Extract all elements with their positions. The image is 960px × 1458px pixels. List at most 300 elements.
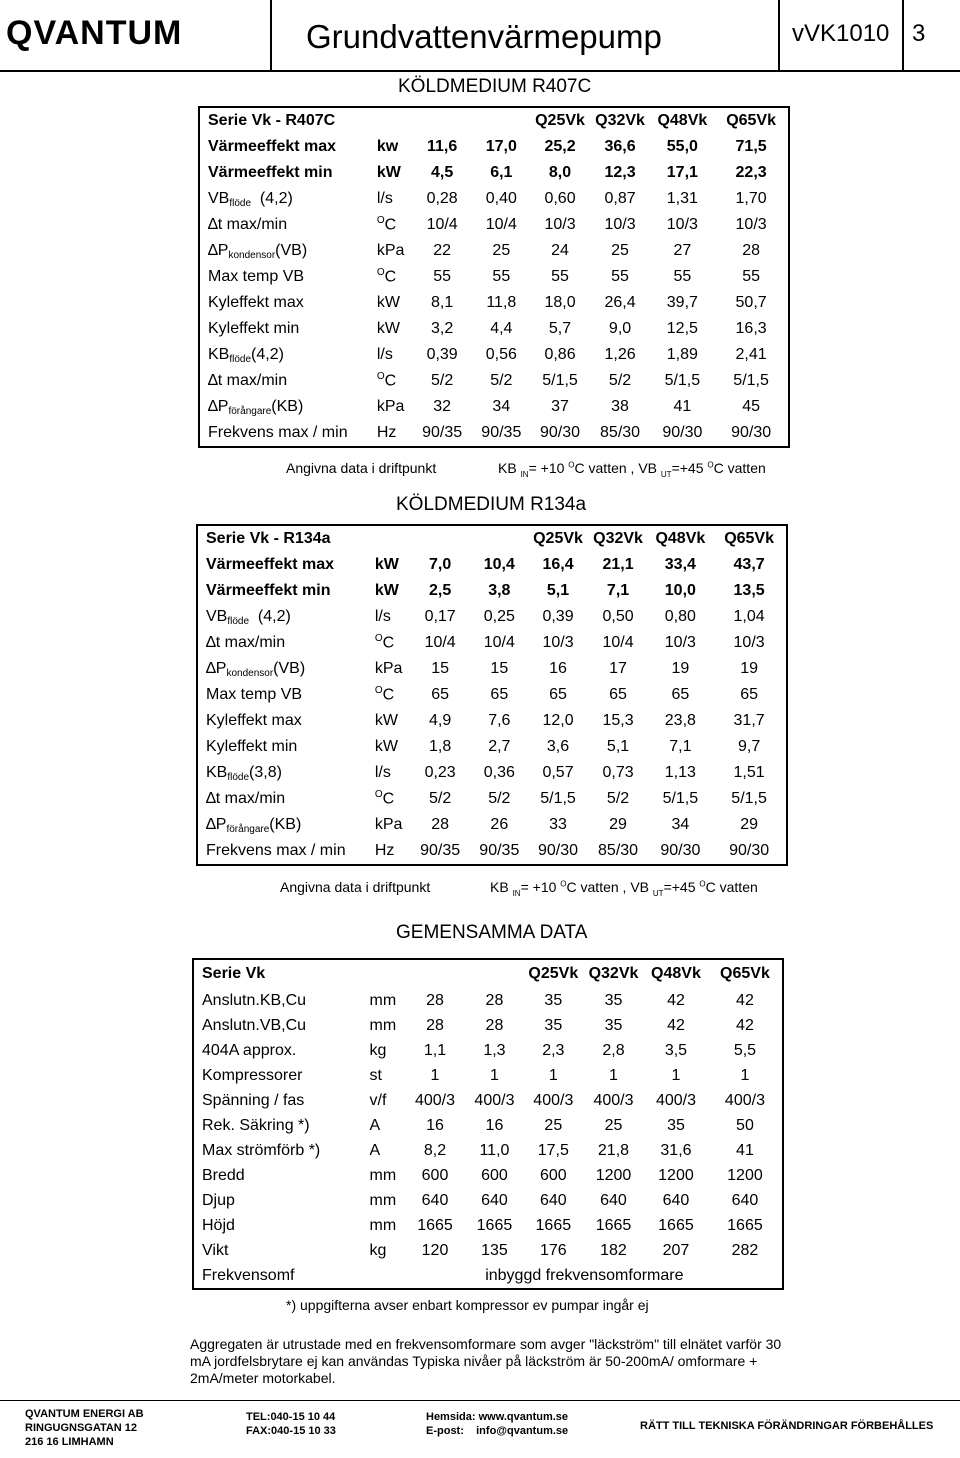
value-cell: 21,8 — [597, 1141, 630, 1159]
row-label — [197, 578, 369, 604]
value-cell: 1 — [740, 1066, 750, 1084]
value-cell: 42 — [667, 1016, 685, 1034]
company-logo: QVANTUM — [6, 14, 183, 52]
value-cell: 24 — [551, 242, 569, 259]
table-row — [197, 708, 787, 734]
row-label — [193, 1188, 364, 1213]
value-cell: 11,8 — [486, 294, 517, 311]
row-unit: kPa — [374, 660, 403, 677]
page-title: Grundvattenvärmepump — [306, 18, 662, 55]
value-cell: 1665 — [727, 1216, 763, 1234]
value-cell: 37 — [551, 398, 569, 415]
operating-point-note: Angivna data i driftpunkt — [286, 460, 437, 476]
value-cell: 0,25 — [483, 608, 515, 625]
table-row — [193, 1188, 783, 1213]
value-cell: 8,2 — [423, 1141, 447, 1159]
table-row — [197, 604, 787, 630]
value-cell: 1,70 — [735, 190, 767, 207]
value-cell: 33,4 — [664, 556, 696, 573]
row-unit — [371, 368, 412, 394]
footer-rule — [0, 1400, 960, 1401]
row-label-suffix: (4,2) — [249, 608, 291, 625]
value-cell: 5/1,5 — [731, 790, 767, 807]
row-label-text: ∆t max/min — [206, 634, 286, 651]
row-unit: kW — [374, 582, 399, 599]
value-cell: 10/4 — [426, 216, 458, 233]
table-row — [197, 552, 787, 578]
table-r407c — [198, 106, 790, 448]
table-row — [199, 394, 789, 420]
value-cell: 85/30 — [598, 842, 639, 859]
value-cell: 5/1,5 — [542, 372, 578, 389]
row-unit: mm — [369, 1191, 397, 1209]
row-label-text: Spänning / fas — [202, 1091, 305, 1109]
value-cell: 38 — [611, 398, 629, 415]
leakage-current-paragraph: Aggregaten är utrustade med en frekvensomformare som avger "läckström" till elnätet varför 30 mA jordfelsbrytare ej kan användas Typiska nivåer på läckström är 50-200mA/ omformare + 2mA/meter motorkabel. — [190, 1336, 782, 1386]
value-cell: 31,7 — [733, 712, 765, 729]
row-unit: kW — [374, 556, 399, 573]
row-label — [193, 1063, 364, 1088]
value-cell: 5/2 — [608, 372, 632, 389]
value-cell: 282 — [731, 1241, 759, 1259]
model-header — [410, 525, 470, 552]
row-unit: kW — [376, 164, 401, 181]
row-label — [193, 1038, 364, 1063]
row-label-text: Kyleffekt max — [208, 294, 304, 311]
value-cell: 42 — [667, 991, 685, 1009]
table-row — [197, 578, 787, 604]
operating-point-values — [490, 879, 758, 898]
row-label — [199, 368, 371, 394]
value-cell: 90/30 — [731, 424, 772, 441]
row-label-text: Kompressorer — [202, 1066, 303, 1084]
table-header-row — [197, 525, 787, 552]
row-label-text: 404A approx. — [202, 1041, 297, 1059]
email-label: E-post: — [426, 1425, 464, 1437]
table-row — [193, 1038, 783, 1063]
table-row — [193, 1213, 783, 1238]
value-cell: 1,1 — [423, 1041, 447, 1059]
value-cell: 18,0 — [544, 294, 576, 311]
value-cell: 9,0 — [608, 320, 632, 337]
row-label-text: Max temp VB — [206, 686, 303, 703]
value-cell: 35 — [604, 991, 623, 1009]
row-label-subscript: flöde — [229, 354, 252, 365]
value-cell: 36,6 — [604, 138, 636, 155]
row-unit: l/s — [376, 346, 393, 363]
row-unit: kw — [376, 138, 399, 155]
model-header — [472, 107, 530, 134]
row-unit: mm — [369, 1016, 397, 1034]
value-cell: 1,3 — [483, 1041, 506, 1059]
row-label-text: Rek. Säkring *) — [202, 1116, 310, 1134]
email-link[interactable]: info@qvantum.se — [476, 1425, 569, 1437]
value-cell: 90/30 — [660, 842, 701, 859]
value-cell: 400/3 — [533, 1091, 574, 1109]
value-cell: 0,57 — [542, 764, 574, 781]
value-cell: 600 — [421, 1166, 449, 1184]
row-label-text: Höjd — [202, 1216, 235, 1234]
value-cell: 90/35 — [422, 424, 463, 441]
row-unit: kPa — [374, 816, 403, 833]
value-cell: 10,4 — [483, 556, 515, 573]
table-row — [197, 812, 787, 838]
value-cell: 400/3 — [655, 1091, 696, 1109]
row-label-text: VB — [206, 608, 228, 625]
model-header: Q65Vk — [720, 965, 770, 982]
table-row — [193, 1263, 783, 1289]
value-cell: 1200 — [727, 1166, 763, 1184]
row-label — [193, 1163, 364, 1188]
street-address: RINGUGNSGATAN 12 — [25, 1422, 138, 1434]
table-row — [193, 1088, 783, 1113]
row-label — [199, 394, 371, 420]
value-cell: 0,86 — [544, 346, 576, 363]
row-label-subscript: flöde — [229, 198, 252, 209]
row-unit: l/s — [374, 608, 391, 625]
value-cell: 640 — [731, 1191, 759, 1209]
table-row — [197, 682, 787, 708]
table-row — [199, 342, 789, 368]
table-row — [199, 134, 789, 160]
rights-notice: RÄTT TILL TEKNISKA FÖRÄNDRINGAR FÖRBEHÅLLES — [640, 1420, 934, 1432]
value-cell: 640 — [539, 1191, 567, 1209]
row-label-suffix: (KB) — [269, 816, 302, 833]
unit-celsius: C — [384, 372, 397, 390]
value-cell: 0,56 — [485, 346, 517, 363]
value-cell: 34 — [671, 816, 690, 833]
value-cell: 25,2 — [544, 138, 576, 155]
value-cell: 55 — [673, 268, 692, 285]
value-cell: 5/2 — [488, 790, 511, 807]
value-cell: 11,6 — [427, 138, 458, 155]
fax: FAX:040-15 10 33 — [246, 1425, 336, 1437]
row-label-text: Djup — [202, 1191, 235, 1209]
row-label — [197, 708, 369, 734]
value-cell: 3,5 — [664, 1041, 688, 1059]
value-cell: 28 — [485, 991, 504, 1009]
value-cell: 5/1,5 — [540, 790, 576, 807]
value-cell: 4,4 — [490, 320, 513, 337]
value-cell: 10/3 — [604, 216, 636, 233]
value-cell: 11,0 — [479, 1141, 510, 1159]
row-label — [193, 1088, 364, 1113]
row-label — [197, 682, 369, 708]
value-cell: 1,04 — [733, 608, 765, 625]
page-header — [0, 0, 960, 72]
row-label — [199, 420, 371, 447]
value-cell: 10/3 — [542, 634, 574, 651]
row-label — [197, 812, 369, 838]
value-cell: 1 — [671, 1066, 681, 1084]
row-unit: kW — [376, 294, 400, 311]
value-cell: 12,3 — [604, 164, 636, 181]
value-cell: 17,0 — [485, 138, 517, 155]
value-cell: 28 — [426, 991, 444, 1009]
value-cell: 0,36 — [483, 764, 515, 781]
table-row — [193, 1138, 783, 1163]
table-row — [197, 760, 787, 786]
footer-web — [426, 1410, 568, 1438]
row-unit: kW — [374, 712, 398, 729]
website-link[interactable]: www.qvantum.se — [478, 1411, 569, 1423]
model-header — [364, 959, 405, 988]
table-row — [197, 734, 787, 760]
table-row — [197, 838, 787, 865]
value-cell: 10/3 — [544, 216, 576, 233]
value-cell: 39,7 — [666, 294, 698, 311]
row-label — [193, 1013, 364, 1038]
value-cell: 26 — [490, 816, 509, 833]
row-label — [197, 786, 369, 812]
row-unit: l/s — [374, 764, 391, 781]
row-label — [193, 1138, 364, 1163]
section-title-r407c: KÖLDMEDIUM R407C — [398, 76, 592, 97]
row-unit: Hz — [374, 842, 395, 859]
row-unit: A — [369, 1141, 381, 1159]
value-cell: 16 — [485, 1116, 504, 1134]
row-unit: kW — [376, 320, 400, 337]
model-header: Q32Vk — [595, 112, 645, 129]
value-cell: 0,50 — [602, 608, 634, 625]
value-cell: 90/35 — [481, 424, 522, 441]
value-cell: 25 — [604, 1116, 623, 1134]
value-cell: 0,23 — [424, 764, 456, 781]
value-cell: 640 — [421, 1191, 449, 1209]
value-cell: 1200 — [595, 1166, 632, 1184]
table-row — [199, 186, 789, 212]
value-cell: 8,0 — [548, 164, 572, 181]
row-unit: kPa — [376, 398, 405, 415]
row-unit — [369, 630, 410, 656]
degree-mark: O — [374, 633, 383, 645]
row-label — [197, 552, 369, 578]
value-cell: 0,40 — [485, 190, 517, 207]
table-row — [199, 290, 789, 316]
value-cell: 1,89 — [666, 346, 698, 363]
value-cell: 28 — [742, 242, 760, 259]
value-cell: 5/2 — [431, 372, 454, 389]
value-cell: 16,4 — [542, 556, 574, 573]
value-cell: 5/2 — [606, 790, 630, 807]
value-cell: 50 — [736, 1116, 754, 1134]
table-row — [199, 212, 789, 238]
value-cell: 41 — [673, 398, 692, 415]
value-cell: 12,5 — [666, 320, 698, 337]
value-cell: 15,3 — [602, 712, 634, 729]
value-cell: 5/1,5 — [664, 372, 701, 389]
value-cell: 55 — [492, 268, 511, 285]
value-cell: 0,60 — [544, 190, 576, 207]
unit-celsius: C — [384, 216, 397, 234]
value-cell: 7,0 — [429, 556, 452, 573]
value-cell: 42 — [736, 991, 754, 1009]
value-cell: 4,5 — [431, 164, 454, 181]
row-label-text: Vikt — [202, 1241, 229, 1259]
value-cell: 42 — [736, 1016, 754, 1034]
model-header — [465, 959, 524, 988]
value-cell: 5,7 — [548, 320, 572, 337]
unit-celsius: C — [382, 686, 395, 704]
value-cell: 25 — [492, 242, 511, 259]
value-cell: 5/1,5 — [662, 790, 699, 807]
value-cell: 12,0 — [542, 712, 574, 729]
value-cell: 35 — [667, 1116, 685, 1134]
row-unit: kg — [369, 1241, 387, 1259]
table-row — [193, 1063, 783, 1088]
value-cell: 2,5 — [429, 582, 452, 599]
model-header — [405, 959, 465, 988]
row-label-suffix: (4,2) — [251, 346, 284, 363]
value-cell: 600 — [539, 1166, 567, 1184]
value-cell: 640 — [662, 1191, 690, 1209]
operating-point-note: Angivna data i driftpunkt — [280, 879, 431, 895]
row-unit: mm — [369, 1216, 397, 1234]
value-cell: 22 — [433, 242, 452, 259]
value-cell: 207 — [662, 1241, 690, 1259]
value-cell: 5/2 — [429, 790, 452, 807]
row-label — [199, 134, 371, 160]
row-label-text: Kyleffekt min — [206, 738, 298, 755]
value-cell: 5,1 — [606, 738, 630, 755]
value-cell: 45 — [742, 398, 760, 415]
row-label — [197, 656, 369, 682]
value-cell: 1665 — [595, 1216, 632, 1234]
model-header: Q65Vk — [724, 530, 774, 547]
value-cell: 1665 — [417, 1216, 453, 1234]
value-cell: 600 — [481, 1166, 508, 1184]
table-row — [193, 1238, 783, 1263]
value-cell: 65 — [671, 686, 690, 703]
value-cell: 5,5 — [733, 1041, 757, 1059]
value-cell: 23,8 — [664, 712, 696, 729]
value-cell: 28 — [485, 1016, 504, 1034]
value-cell: 65 — [431, 686, 450, 703]
header-rule — [0, 70, 960, 72]
value-cell: 55 — [551, 268, 569, 285]
value-cell: 50,7 — [735, 294, 767, 311]
value-cell: 1,26 — [604, 346, 636, 363]
value-cell: 90/35 — [420, 842, 461, 859]
row-unit — [371, 264, 412, 290]
degree-mark: O — [374, 789, 383, 801]
value-cell: 7,1 — [669, 738, 692, 755]
value-cell: 10/3 — [735, 216, 767, 233]
section-title-common: GEMENSAMMA DATA — [396, 922, 588, 943]
row-label-text: Värmeeffekt max — [206, 556, 335, 573]
value-cell: 13,5 — [733, 582, 765, 599]
model-header: Q32Vk — [588, 965, 639, 982]
table-header-row — [199, 107, 789, 134]
value-cell: 29 — [609, 816, 627, 833]
value-cell: 25 — [611, 242, 629, 259]
unit-celsius: C — [384, 268, 397, 286]
value-cell: 15 — [490, 660, 509, 677]
row-label — [197, 734, 369, 760]
value-cell: 32 — [433, 398, 452, 415]
operating-point-values — [498, 460, 766, 479]
telephone: TEL:040-15 10 44 — [246, 1411, 336, 1423]
value-cell: 640 — [481, 1191, 508, 1209]
row-unit: kW — [374, 738, 398, 755]
table-row — [197, 656, 787, 682]
table-row — [193, 1163, 783, 1188]
row-label — [193, 988, 364, 1013]
value-cell: 31,6 — [660, 1141, 692, 1159]
value-cell: 33 — [549, 816, 567, 833]
value-cell: 6,1 — [490, 164, 513, 181]
value-cell: 65 — [740, 686, 758, 703]
value-cell: 400/3 — [593, 1091, 634, 1109]
series-label: Serie Vk — [202, 965, 266, 982]
value-cell: 10/3 — [733, 634, 765, 651]
value-cell: 2,8 — [602, 1041, 625, 1059]
value-cell: 55 — [433, 268, 452, 285]
value-cell: 400/3 — [724, 1091, 765, 1109]
value-cell: 1 — [430, 1066, 440, 1084]
value-cell: 15 — [431, 660, 450, 677]
row-label-text: KB — [206, 764, 228, 781]
value-cell: 1200 — [658, 1166, 694, 1184]
row-label-subscript: förångare — [226, 824, 270, 835]
value-cell: 1,31 — [666, 190, 698, 207]
table-r134a — [196, 524, 788, 866]
value-cell: 5,1 — [546, 582, 570, 599]
row-label-text: VB — [208, 190, 230, 207]
row-label — [199, 238, 371, 264]
operating-point-text: KB $_{IN}$= +10 $^O$C vatten , VB $_{UT}$=+45 $^O$C vatten — [490, 879, 758, 898]
row-label-text: Frekvens max / min — [206, 842, 346, 859]
value-cell: 640 — [600, 1191, 627, 1209]
value-cell: 90/35 — [479, 842, 520, 859]
value-cell: 176 — [539, 1241, 567, 1259]
value-cell: 16 — [549, 660, 567, 677]
row-label-text: ∆P — [208, 398, 229, 415]
page-number: 3 — [912, 20, 926, 47]
table-row — [199, 420, 789, 447]
degree-mark: O — [374, 685, 383, 697]
value-cell: 17,5 — [537, 1141, 569, 1159]
row-label-text: Värmeeffekt max — [208, 138, 337, 155]
footer-phone — [246, 1410, 336, 1438]
value-cell: 182 — [600, 1241, 627, 1259]
row-label: Frekvensomf — [202, 1266, 295, 1284]
row-label-suffix: (VB) — [273, 660, 306, 677]
model-header — [369, 525, 410, 552]
footnote: *) uppgifterna avser enbart kompressor ev pumpar ingår ej — [286, 1297, 649, 1313]
table-row — [193, 1013, 783, 1038]
row-label-text: Kyleffekt min — [208, 320, 300, 337]
row-label-text: Anslutn.VB,Cu — [202, 1016, 307, 1034]
value-cell: 21,1 — [602, 556, 634, 573]
value-cell: 120 — [421, 1241, 449, 1259]
row-unit — [371, 212, 412, 238]
row-unit: A — [369, 1116, 381, 1134]
value-cell: 1,51 — [733, 764, 765, 781]
value-cell: 8,1 — [431, 294, 454, 311]
row-label-text: ∆P — [206, 816, 227, 833]
row-label-text: Max temp VB — [208, 268, 305, 285]
row-unit: v/f — [369, 1091, 387, 1109]
value-cell: 71,5 — [735, 138, 767, 155]
model-header: Q48Vk — [657, 112, 708, 129]
value-cell: 29 — [740, 816, 758, 833]
operating-point-text: KB $_{IN}$= +10 $^O$C vatten , VB $_{UT}$=+45 $^O$C vatten — [498, 460, 766, 479]
row-label-suffix: (4,2) — [251, 190, 293, 207]
value-cell: 0,17 — [424, 608, 456, 625]
value-cell — [405, 1263, 465, 1289]
value-cell: 10/4 — [602, 634, 634, 651]
